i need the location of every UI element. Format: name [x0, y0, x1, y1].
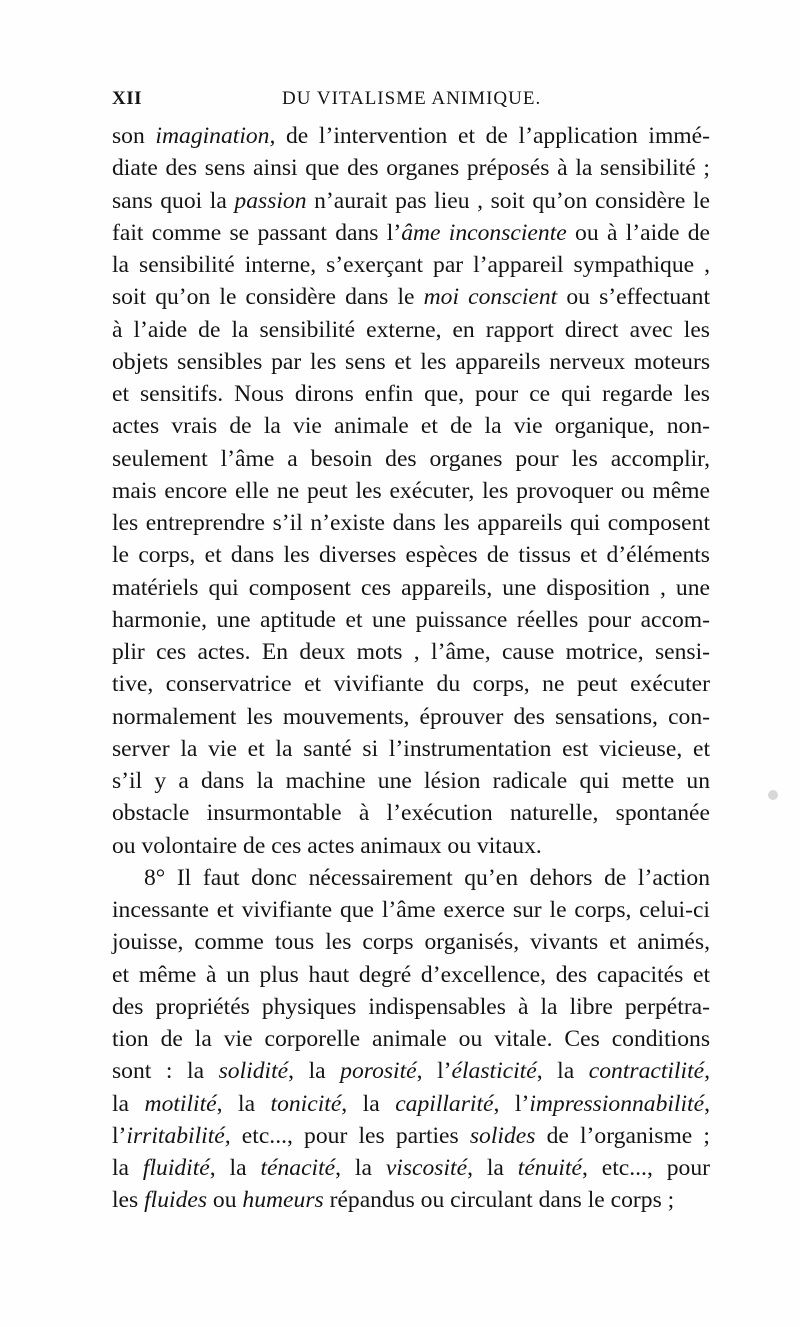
text-segment: plir ces actes. En deux mots , l’âme, cause motrice, sensi- — [112, 639, 710, 665]
italic-text: moi conscient — [423, 284, 558, 311]
text-line — [112, 701, 710, 733]
italic-text: irritabilité, — [126, 1122, 231, 1149]
text-segment: ou s’effectuant — [557, 284, 711, 311]
text-line — [112, 1152, 710, 1184]
text-segment: de l’intervention et de l’application immé- — [275, 123, 710, 149]
italic-text: capillarité — [395, 1090, 494, 1117]
italic-text: âme inconsciente — [401, 219, 567, 246]
text-line — [112, 1120, 710, 1152]
page-number: XII — [112, 88, 143, 109]
text-line — [112, 475, 710, 507]
text-line — [112, 636, 710, 668]
text-line — [112, 1088, 710, 1120]
italic-text: élasticité — [451, 1058, 537, 1085]
text-line — [112, 378, 710, 410]
italic-text: solides — [469, 1122, 536, 1149]
italic-text: imagination, — [155, 123, 276, 149]
text-segment: la — [112, 1155, 143, 1181]
text-line — [112, 507, 710, 539]
text-line — [112, 604, 710, 636]
text-segment: normalement les mouvements, éprouver des sensations, con- — [112, 703, 710, 730]
text-line — [112, 797, 710, 829]
text-segment: sans quoi la — [112, 187, 235, 214]
text-segment: etc..., pour les parties — [230, 1122, 470, 1149]
text-segment: server la vie et la santé si l’instrumentation est vicieuse, et — [112, 735, 710, 762]
text-segment: des propriétés physiques indispensables à la libre perpétra- — [112, 993, 710, 1020]
text-segment: 8° Il faut donc nécessairement qu’en dehors de l’action — [144, 864, 710, 891]
text-segment: ou — [207, 1187, 243, 1214]
italic-text: fluidité — [142, 1155, 210, 1181]
text-segment: de l’organisme ; — [535, 1122, 710, 1149]
text-segment: , — [704, 1090, 710, 1117]
italic-text: motilité — [144, 1090, 217, 1117]
text-segment: la sensibilité interne, s’exerçant par l’appareil sympathique , — [112, 252, 710, 278]
text-segment: objets sensibles par les sens et les appareils nerveux moteurs — [112, 348, 710, 375]
text-segment: obstacle insurmontable à l’exécution naturelle, spontanée — [112, 800, 710, 827]
text-segment: et même à un plus haut degré d’excellence, des capacités et — [112, 961, 710, 988]
text-segment: les entreprendre s’il n’existe dans les appareils qui composent — [112, 510, 710, 536]
text-segment: jouisse, comme tous les corps organisés, vivants et animés, — [112, 929, 710, 956]
text-line — [112, 959, 710, 991]
text-segment: et sensitifs. Nous dirons enfin que, pour ce qui regarde les — [112, 381, 710, 407]
text-segment: , la — [467, 1155, 518, 1181]
text-line — [112, 249, 710, 281]
text-line — [112, 1184, 710, 1216]
text-line — [112, 862, 710, 894]
text-segment: l’ — [112, 1122, 127, 1149]
italic-text: humeurs — [242, 1187, 324, 1214]
text-segment: , l’ — [416, 1058, 452, 1085]
text-segment: soit qu’on le considère dans le — [112, 284, 424, 311]
text-segment: les — [112, 1187, 145, 1214]
text-segment: le corps, et dans les diverses espèces de tissus et d’éléments — [112, 542, 710, 569]
text-segment: , la — [209, 1155, 261, 1181]
text-line — [112, 152, 710, 184]
text-line — [112, 539, 710, 571]
body-text — [112, 120, 710, 1217]
text-segment: son — [112, 123, 156, 149]
italic-text: viscosité — [385, 1155, 468, 1181]
italic-text: impressionnabilité — [529, 1090, 705, 1117]
text-segment: n’aurait pas lieu , soit qu’on considère le — [306, 187, 710, 214]
text-line — [112, 281, 710, 313]
text-line — [112, 991, 710, 1023]
text-line — [112, 765, 710, 797]
text-segment: sont : la — [112, 1058, 219, 1085]
text-line — [112, 314, 710, 346]
text-line — [112, 346, 710, 378]
text-line — [112, 217, 710, 249]
italic-text: ténacité — [260, 1155, 336, 1181]
text-segment: , la — [216, 1090, 271, 1117]
text-segment: ou à l’aide de — [566, 219, 710, 246]
text-line — [112, 410, 710, 442]
text-segment: tion de la vie corporelle animale ou vitale. Ces conditions — [112, 1026, 710, 1052]
text-line — [112, 1055, 710, 1087]
text-line — [112, 926, 710, 958]
italic-text: solidité — [218, 1058, 289, 1085]
text-line — [112, 572, 710, 604]
text-line — [112, 830, 710, 862]
text-segment: la — [112, 1090, 145, 1117]
text-segment: matériels qui composent ces appareils, une disposition , une — [112, 574, 710, 601]
text-segment: fait comme se passant dans l’ — [112, 219, 402, 246]
text-segment: ou volontaire de ces actes animaux ou vitaux. — [112, 832, 542, 859]
italic-text: fluides — [144, 1187, 208, 1214]
text-segment: mais encore elle ne peut les exécuter, les provoquer ou même — [112, 477, 710, 504]
text-line — [112, 894, 710, 926]
text-line — [112, 668, 710, 700]
text-segment: , etc..., pour — [581, 1155, 710, 1181]
italic-text: passion — [234, 187, 307, 214]
text-line — [112, 733, 710, 765]
italic-text: tonicité — [270, 1090, 342, 1117]
text-segment: , l’ — [493, 1090, 530, 1117]
text-segment: s’il y a dans la machine une lésion radicale qui mette un — [112, 768, 710, 794]
text-line — [112, 120, 710, 152]
text-segment: , la — [536, 1058, 589, 1085]
italic-text: contractilité, — [588, 1058, 710, 1085]
text-segment: répandus ou circulant dans le corps ; — [323, 1187, 675, 1214]
text-line — [112, 1023, 710, 1055]
text-line — [112, 443, 710, 475]
text-segment: incessante et vivifiante que l’âme exerce sur le corps, celui-ci — [112, 897, 710, 923]
page-header — [112, 88, 702, 110]
text-segment: , la — [335, 1155, 386, 1181]
text-segment: diate des sens ainsi que des organes préposés à la sensibilité ; — [112, 155, 710, 182]
text-segment: actes vrais de la vie animale et de la vie organique, non- — [112, 413, 710, 440]
text-segment: tive, conservatrice et vivifiante du corps, ne peut exécuter — [112, 671, 710, 698]
running-title: DU VITALISME ANIMIQUE. — [282, 88, 542, 109]
text-segment: , la — [341, 1090, 396, 1117]
text-segment: , la — [288, 1058, 341, 1085]
text-segment: à l’aide de la sensibilité externe, en rapport direct avec les — [112, 316, 710, 343]
italic-text: porosité — [340, 1058, 417, 1085]
italic-text: ténuité — [517, 1155, 582, 1181]
text-segment: harmonie, une aptitude et une puissance réelles pour accom- — [112, 606, 710, 633]
text-segment: seulement l’âme a besoin des organes pour les accomplir, — [112, 445, 710, 472]
ink-spot — [768, 790, 778, 800]
text-line — [112, 185, 710, 217]
